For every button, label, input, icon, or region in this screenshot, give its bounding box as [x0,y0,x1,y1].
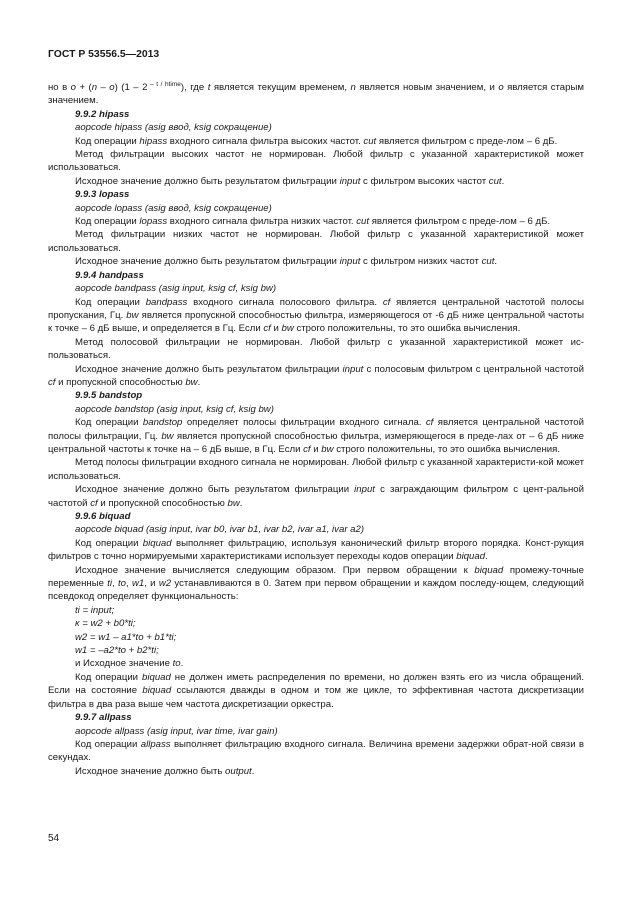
code-line: к = w2 + b0*ti; [75,618,136,630]
paragraph: Исходное значение должно быть результатом фильтрации input с фильтром низких частот cut. [75,256,498,268]
syntax-bandpass: aopcode bandpass (asig input, ksig cf, ksig bw) [75,283,277,295]
syntax-lopass: aopcode lopass (asig ввод, ksig сокращение) [75,202,272,214]
paragraph: Код операции biquad выполняет фильтрацию, используя канонический фильтр второго порядка. Конст-рукция фильтров с точно нормируемыми характеристиками использует переходы кодов операции biquad. [48,537,584,563]
document-page [48,48,584,778]
paragraph: но в o + (n – o) (1 – 2 $^{- t / htime}$), где t является текущим временем, n является новым значением, и o является старым значением. [48,81,584,107]
code-line: ti = input; [75,604,115,616]
section-heading-biquad: 9.9.6 biquad [75,511,131,522]
section-heading-allpass: 9.9.7 allpass [75,712,132,724]
syntax-allpass: aopcode allpass (asig input, ivar time, ivar gain) [75,725,278,737]
paragraph: Исходное значение должно быть output. [75,765,255,777]
syntax-bandstop: aopcode bandstop (asig input, ksig cf, ksig bw) [75,403,274,415]
paragraph: Исходное значение должно быть результатом фильтрации input с заграждающим фильтром с цент-ральной частотой cf и пропускной способностью bw. [48,484,584,509]
paragraph: Исходное значение должно быть результатом фильтрации input с полосовым фильтром с центральной частотой cf и пропускной способностью bw. [48,363,585,388]
paragraph: Метод фильтрации высоких частот не нормирован. Любой фильтр с указанной характеристикой может использоваться. [48,149,584,174]
paragraph: Исходное значение должно быть результатом фильтрации input с фильтром высоких частот cut. [75,175,505,187]
section-heading-hipass: 9.9.2 hipass [75,108,130,120]
paragraph: Код операции biquad не должен иметь распределения по времени, но должен взять его из числа обращений. Если на состояние biquad ссылаются дважды в одном и том же цикле, то эффективная частота дискретизации фильтра в два раза выше чем частота дискретизации оркестра. [48,671,584,710]
page-header: ГОСТ Р 53556.5—2013 [48,49,160,60]
paragraph: Код операции lopass входного сигнала фильтра низких частот. cut является фильтром с преде-лом – 6 дБ. [75,216,551,228]
paragraph: Исходное значение вычисляется следующим образом. При первом обращении к biquad промежу-точные переменные ti, to, w1, и w2 устанавливаются в 0. Затем при первом обращении и каждом последу-ющем, следующий псевдокод определяет функциональность: [48,564,584,603]
paragraph: и Исходное значение to. [75,658,184,670]
section-heading-bandstop: 9.9.5 bandstop [75,390,143,402]
syntax-biquad: aopcode biquad (asig input, ivar b0, ivar b1, ivar b2, ivar a1, ivar a2) [75,524,365,536]
section-heading-handpass: 9.9.4 handpass [75,269,144,281]
exponent: – t / htime [147,81,181,88]
page-number: 54 [48,833,60,844]
code-line: w2 = w1 – a1*to + b1*ti; [75,631,177,643]
paragraph: Код операции bandstop определяет полосы фильтрации входного сигнала. cf является центральной частотой полосы фильтрации, Гц. bw является пропускной способностью фильтра, измеряющегося в преде-лах от – 6 дБ ниже центральной частоты к точке на – 6 дБ выше, в Гц. Если cf и bw строго положительны, то это ошибка вычисления. [48,417,584,455]
paragraph: Код операции allpass выполняет фильтрацию входного сигнала. Величина времени задержки обрат-ной связи в секундах. [48,738,584,764]
code-line: w1 = –a2*to + b2*ti; [75,645,159,657]
section-heading-lopass: 9.9.3 lopass [75,189,130,201]
paragraph: Метод фильтрации низких частот не нормирован. Любой фильтр с указанной характеристикой может использоваться. [48,229,584,254]
syntax-hipass: aopcode hipass (asig ввод, ksig сокращение) [75,122,272,134]
paragraph: Метод полосы фильтрации входного сигнала не нормирован. Любой фильтр с указанной характеристи-кой может использоваться. [48,457,584,482]
paragraph: Метод полосовой фильтрации не нормирован. Любой фильтр с указанной характеристикой может ис-пользоваться. [48,336,584,362]
paragraph: Код операции bandpass входного сигнала полосового фильтра. cf является центральной частотой полосы пропускания, Гц. bw является пропускной способностью фильтра, измеряющегося от -6 дБ ниже центральной частоты к точке – 6 дБ выше, и определяется в Гц. Если cf и bw строго положительны, то это ошибка вычисления. [48,296,584,335]
paragraph: Код операции hipass входного сигнала фильтра высоких частот. cut является фильтром с преде-лом – 6 дБ. [75,135,558,147]
